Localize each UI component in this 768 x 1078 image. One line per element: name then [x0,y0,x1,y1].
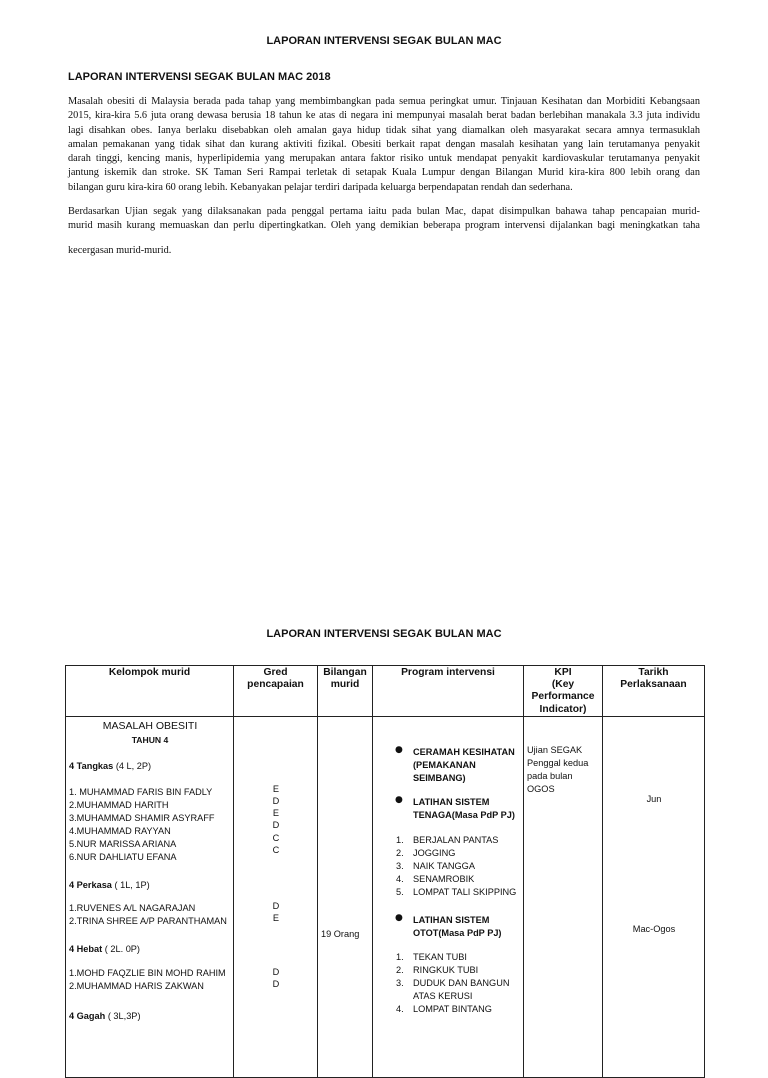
bullet-icon: ● [395,744,403,755]
cell-tarikh [603,716,705,1077]
cell-kelompok [66,716,234,1077]
program-activity: LOMPAT BINTANG [413,1003,492,1014]
header-kpi: KPI (Key Performance Indicator) [524,666,603,717]
grade-value: D [272,966,280,977]
paragraph-line: Berdasarkan Ujian segak yang dilaksanakan pada penggal pertama iaitu pada bulan Mac, dapat disimpulkan bahawa tahap pencapaian murid- [68,206,700,217]
paragraph-findings [68,205,700,234]
list-number: 4. [396,873,404,884]
grade-value: E [272,808,280,819]
program-otot-2: OTOT(Masa PdP PJ) [413,927,502,938]
group-label-hebat: 4 Hebat ( 2L. 0P) [69,943,140,954]
group-label-tangkas: 4 Tangkas (4 L, 2P) [69,760,152,771]
student-name: 1. MUHAMMAD FARIS BIN FADLY [69,786,213,797]
program-activity: LOMPAT TALI SKIPPING [413,886,517,897]
kelompok-tahun: TAHUN 4 [131,734,169,745]
program-ceramah-1: CERAMAH KESIHATAN [413,746,515,757]
list-number: 4. [396,1003,404,1014]
student-name: 1.MOHD FAQZLIE BIN MOHD RAHIM [69,967,226,978]
program-activity: ATAS KERUSI [413,990,473,1001]
grade-value: D [272,796,280,806]
list-number: 3. [396,860,404,871]
student-name: 4.MUHAMMAD RAYYAN [69,825,171,836]
paragraph-line: murid masih kurang memuaskan dan perlu dipertingkatkan. Oleh yang demikian beberapa program intervensi dijalankan bagi meningkatkan taha [68,220,700,232]
bilangan-value: 19 Orang [321,928,360,939]
paragraph-conclusion: kecergasan murid-murid. [68,245,172,256]
cell-bilangan [318,716,373,1077]
cell-gred [234,716,318,1077]
table-row [66,716,705,1077]
grade-value: C [272,844,280,855]
list-number: 2. [396,847,404,858]
group-label-perkasa: 4 Perkasa ( 1L, 1P) [69,879,150,890]
program-activity: DUDUK DAN BANGUN [413,977,510,988]
table-title: LAPORAN INTERVENSI SEGAK BULAN MAC [266,628,502,640]
program-activity: JOGGING [413,847,456,858]
paragraph-line: lagi disahkan obes. Ianya berlaku disebabkan oleh amalan gaya hidup tidak sihat yang diamalkan oleh masyarakat secara amnya termasuklah [68,124,700,136]
intervention-table [65,665,705,1078]
kpi-line: pada bulan [527,770,573,781]
document-title: LAPORAN INTERVENSI SEGAK BULAN MAC [266,35,502,47]
bullet-icon: ● [395,912,403,923]
paragraph-line: jantung iskemik dan stroke. SK Taman Seri Rampai terletak di setapak Kuala Lumpur dengan Bilangan Murid kira-kira 800 lebih orang dan [68,167,700,179]
header-tarikh: Tarikh Perlaksanaan [603,666,705,717]
paragraph-line: darah tinggi, kencing manis, hyperlipidemia yang merupakan antara faktor risiko untuk mendapat penyakit kardiovaskular terutamanya penyakit [68,153,700,165]
student-name: 3.MUHAMMAD SHAMIR ASYRAFF [69,812,215,823]
student-name: 2.MUHAMMAD HARIS ZAKWAN [69,980,204,991]
grade-value: E [272,783,280,794]
list-number: 3. [396,977,404,988]
paragraph-line: bilangan guru kira-kira 60 orang lebih. Kebanyakan pelajar terdiri daripada keluarga berpendapatan rendah dan sederhana. [68,181,573,193]
student-name: 2.TRINA SHREE A/P PARANTHAMAN [69,915,227,926]
student-name: 2.MUHAMMAD HARITH [69,799,169,810]
program-ceramah-3: SEIMBANG) [413,772,466,783]
kelompok-heading: MASALAH OBESITI [102,719,198,732]
kpi-line: Ujian SEGAK [527,744,583,755]
tarikh-mac-ogos: Mac-Ogos [632,923,676,934]
list-number: 1. [396,951,404,962]
bullet-icon: ● [395,794,403,805]
tarikh-jun: Jun [646,793,662,804]
program-activity: BERJALAN PANTAS [413,834,499,845]
program-tenaga-2: TENAGA(Masa PdP PJ) [413,809,515,820]
program-otot-1: LATIHAN SISTEM [413,914,490,925]
program-activity: RINGKUK TUBI [413,964,479,975]
header-program: Program intervensi [373,666,524,717]
program-activity: TEKAN TUBI [413,951,467,962]
kpi-line: OGOS [527,783,555,794]
student-name: 6.NUR DAHLIATU EFANA [69,851,177,862]
group-label-gagah: 4 Gagah ( 3L,3P) [69,1010,141,1021]
student-name: 1.RUVENES A/L NAGARAJAN [69,902,196,913]
program-tenaga-1: LATIHAN SISTEM [413,796,490,807]
table-header-row [66,666,705,717]
list-number: 5. [396,886,404,897]
header-bilangan: Bilangan murid [318,666,373,717]
grade-value: C [272,832,280,843]
grade-value: D [272,978,280,989]
grade-value: E [272,912,280,923]
paragraph-line: 2015, kira-kira 5.6 juta orang dewasa berusia 18 tahun ke atas di negara ini mempunyai masalah berat badan berlebihan manakala 3.3 juta individu [68,110,700,122]
program-activity: SENAMROBIK [413,873,475,884]
list-number: 2. [396,964,404,975]
paragraph-line: Masalah obesiti di Malaysia berada pada tahap yang membimbangkan pada semua peringkat umur. Tinjauan Kesihatan dan Morbiditi Kebangsaan [68,96,700,107]
list-number: 1. [396,834,404,845]
header-gred: Gred pencapaian [234,666,318,717]
kpi-line: Penggal kedua [527,757,589,768]
cell-kpi [524,716,603,1077]
program-ceramah-2: (PEMAKANAN [413,759,476,770]
grade-value: D [272,900,280,911]
program-activity: NAIK TANGGA [413,860,475,871]
header-kelompok: Kelompok murid [66,666,234,717]
cell-program [373,716,524,1077]
paragraph-line: amalan pemakanan yang tidak sihat dan kurang aktiviti fizikal. Obesiti berkait rapat dengan masalah kesihatan yang lain terutamanya penyakit [68,138,700,150]
grade-value: D [272,820,280,831]
paragraph-intro [68,95,700,195]
report-subtitle: LAPORAN INTERVENSI SEGAK BULAN MAC 2018 [68,71,331,83]
student-name: 5.NUR MARISSA ARIANA [69,838,177,849]
